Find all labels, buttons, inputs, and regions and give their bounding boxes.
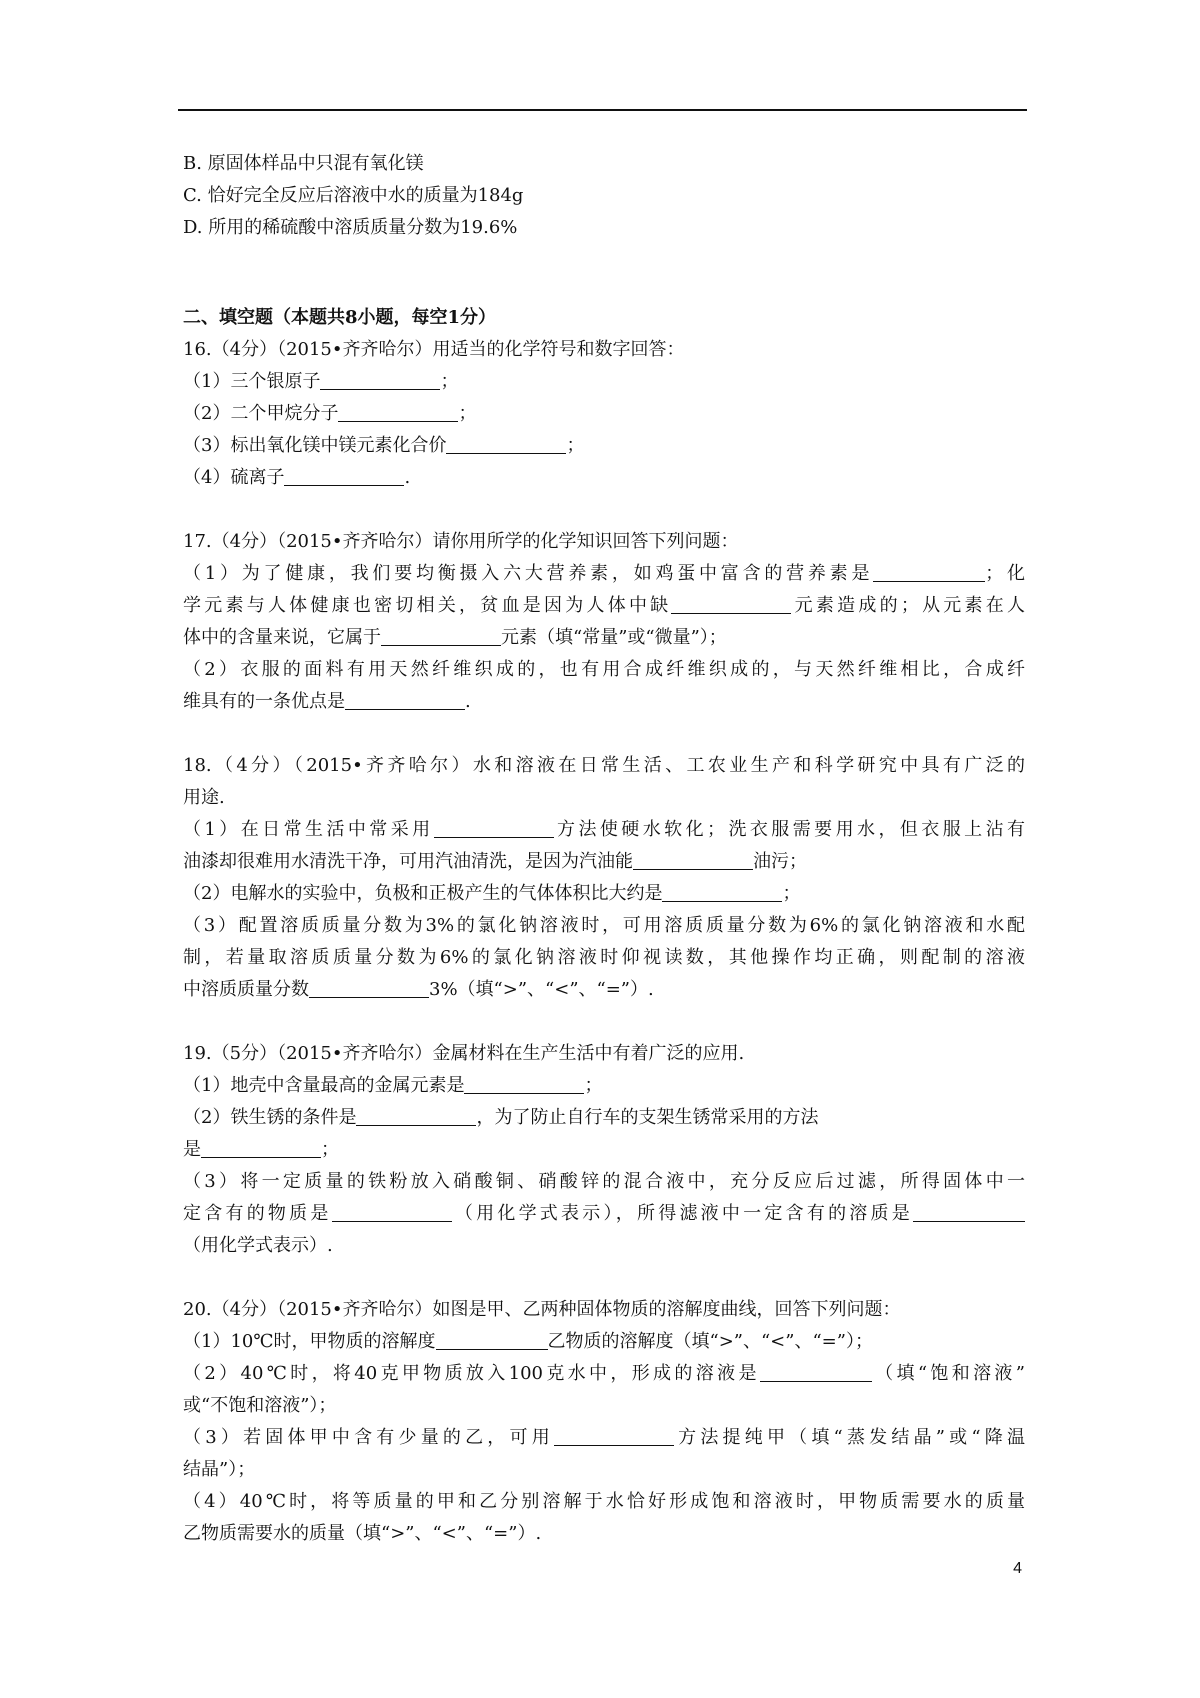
answer-blank[interactable] xyxy=(434,836,554,838)
q19-line6: （用化学式表示）. xyxy=(183,1235,333,1256)
q16-part1: （1）三个银原子 ； xyxy=(183,371,459,392)
answer-blank[interactable] xyxy=(436,1348,548,1350)
q18-line3: （2）电解水的实验中，负极和正极产生的气体体积比大约是 ； xyxy=(183,883,801,904)
option-d: D. 所用的稀硫酸中溶质质量分数为19.6% xyxy=(183,217,518,238)
answer-blank[interactable] xyxy=(338,420,458,422)
q19-line4: （3）将一定质量的铁粉放入硝酸铜、硝酸锌的混合液中，充分反应后过滤，所得固体中一 xyxy=(183,1171,1025,1192)
q16-part2: （2）二个甲烷分子 ； xyxy=(183,403,477,424)
answer-blank[interactable] xyxy=(356,1124,476,1126)
answer-blank[interactable] xyxy=(320,388,440,390)
answer-blank[interactable] xyxy=(554,1444,674,1446)
q17-line2: 学元素与人体健康也密切相关，贫血是因为人体中缺 元素造成的；从元素在人 xyxy=(183,595,1026,616)
q20-line7: 乙物质需要水的质量（填“>”、“<”、“=”）. xyxy=(183,1523,542,1544)
q17-line5: 维具有的一条优点是 . xyxy=(183,691,471,712)
answer-blank[interactable] xyxy=(633,868,753,870)
q19-line1: （1）地壳中含量最高的金属元素是 ； xyxy=(183,1075,603,1096)
q18-line4: （3）配置溶质质量分数为3%的氯化钠溶液时，可用溶质质量分数为6%的氯化钠溶液和水配 xyxy=(183,915,1025,936)
option-c: C. 恰好完全反应后溶液中水的质量为184g xyxy=(183,185,524,206)
answer-blank[interactable] xyxy=(913,1220,1025,1222)
q16-head: 16.（4分）（2015•齐齐哈尔）用适当的化学符号和数字回答： xyxy=(183,339,685,360)
q19-head: 19.（5分）（2015•齐齐哈尔）金属材料在生产生活中有着广泛的应用. xyxy=(183,1043,745,1064)
answer-blank[interactable] xyxy=(446,452,566,454)
answer-blank[interactable] xyxy=(284,484,404,486)
q17-head: 17.（4分）（2015•齐齐哈尔）请你用所学的化学知识回答下列问题： xyxy=(183,531,739,552)
q16-part3: （3）标出氧化镁中镁元素化合价 ； xyxy=(183,435,585,456)
answer-blank[interactable] xyxy=(309,996,429,998)
q19-line2: （2）铁生锈的条件是 ，为了防止自行车的支架生锈常采用的方法 xyxy=(183,1107,819,1128)
section-title: 二、填空题（本题共8小题，每空1分） xyxy=(183,307,497,328)
document-body xyxy=(183,148,1025,1550)
answer-blank[interactable] xyxy=(332,1220,452,1222)
option-b: B. 原固体样品中只混有氧化镁 xyxy=(183,153,424,174)
q18-line5: 制，若量取溶质质量分数为6%的氯化钠溶液时仰视读数，其他操作均正确，则配制的溶液 xyxy=(183,947,1025,968)
answer-blank[interactable] xyxy=(760,1380,872,1382)
q18-line1: （1）在日常生活中常采用 方法使硬水软化；洗衣服需要用水，但衣服上沾有 xyxy=(183,819,1026,840)
answer-blank[interactable] xyxy=(662,900,782,902)
q18-head2: 用途. xyxy=(183,787,225,808)
q19-line5: 定含有的物质是 （用化学式表示），所得滤液中一定含有的溶质是 xyxy=(183,1198,1025,1230)
q20-head: 20.（4分）（2015•齐齐哈尔）如图是甲、乙两种固体物质的溶解度曲线，回答下列问题： xyxy=(183,1299,901,1320)
page-number: 4 xyxy=(1013,1560,1022,1577)
q17-line1: （1）为了健康，我们要均衡摄入六大营养素，如鸡蛋中富含的营养素是 ；化 xyxy=(183,563,1026,584)
q17-line3: 体中的含量来说，它属于 元素（填“常量”或“微量”）； xyxy=(183,627,727,648)
q19-line3: 是 ； xyxy=(183,1139,339,1160)
answer-blank[interactable] xyxy=(464,1092,584,1094)
q20-line4: （3）若固体甲中含有少量的乙，可用 方法提纯甲（填“蒸发结晶”或“降温 xyxy=(183,1427,1025,1448)
q16-part4: （4）硫离子 . xyxy=(183,467,411,488)
q20-line5: 结晶”）； xyxy=(183,1459,256,1480)
q18-head: 18.（4分）（2015•齐齐哈尔）水和溶液在日常生活、工农业生产和科学研究中具有广泛的 xyxy=(183,755,1025,776)
answer-blank[interactable] xyxy=(381,644,501,646)
q18-line6: 中溶质质量分数 3%（填“>”、“<”、“=”）. xyxy=(183,979,654,1000)
header-rule xyxy=(178,109,1027,111)
answer-blank[interactable] xyxy=(345,708,465,710)
q20-line1: （1）10℃时，甲物质的溶解度 乙物质的溶解度（填“>”、“<”、“=”）； xyxy=(183,1331,873,1352)
q20-line3: 或“不饱和溶液”）； xyxy=(183,1395,337,1416)
q20-line6: （4）40℃时，将等质量的甲和乙分别溶解于水恰好形成饱和溶液时，甲物质需要水的质量 xyxy=(183,1491,1025,1512)
answer-blank[interactable] xyxy=(201,1156,321,1158)
q18-line2: 油漆却很难用水清洗干净，可用汽油清洗，是因为汽油能 油污； xyxy=(183,851,807,872)
answer-blank[interactable] xyxy=(873,580,985,582)
answer-blank[interactable] xyxy=(671,612,791,614)
q20-line2: （2）40℃时，将40克甲物质放入100克水中，形成的溶液是 （填“饱和溶液” xyxy=(183,1363,1025,1384)
q17-line4: （2）衣服的面料有用天然纤维织成的，也有用合成纤维织成的，与天然纤维相比，合成纤 xyxy=(183,659,1025,680)
